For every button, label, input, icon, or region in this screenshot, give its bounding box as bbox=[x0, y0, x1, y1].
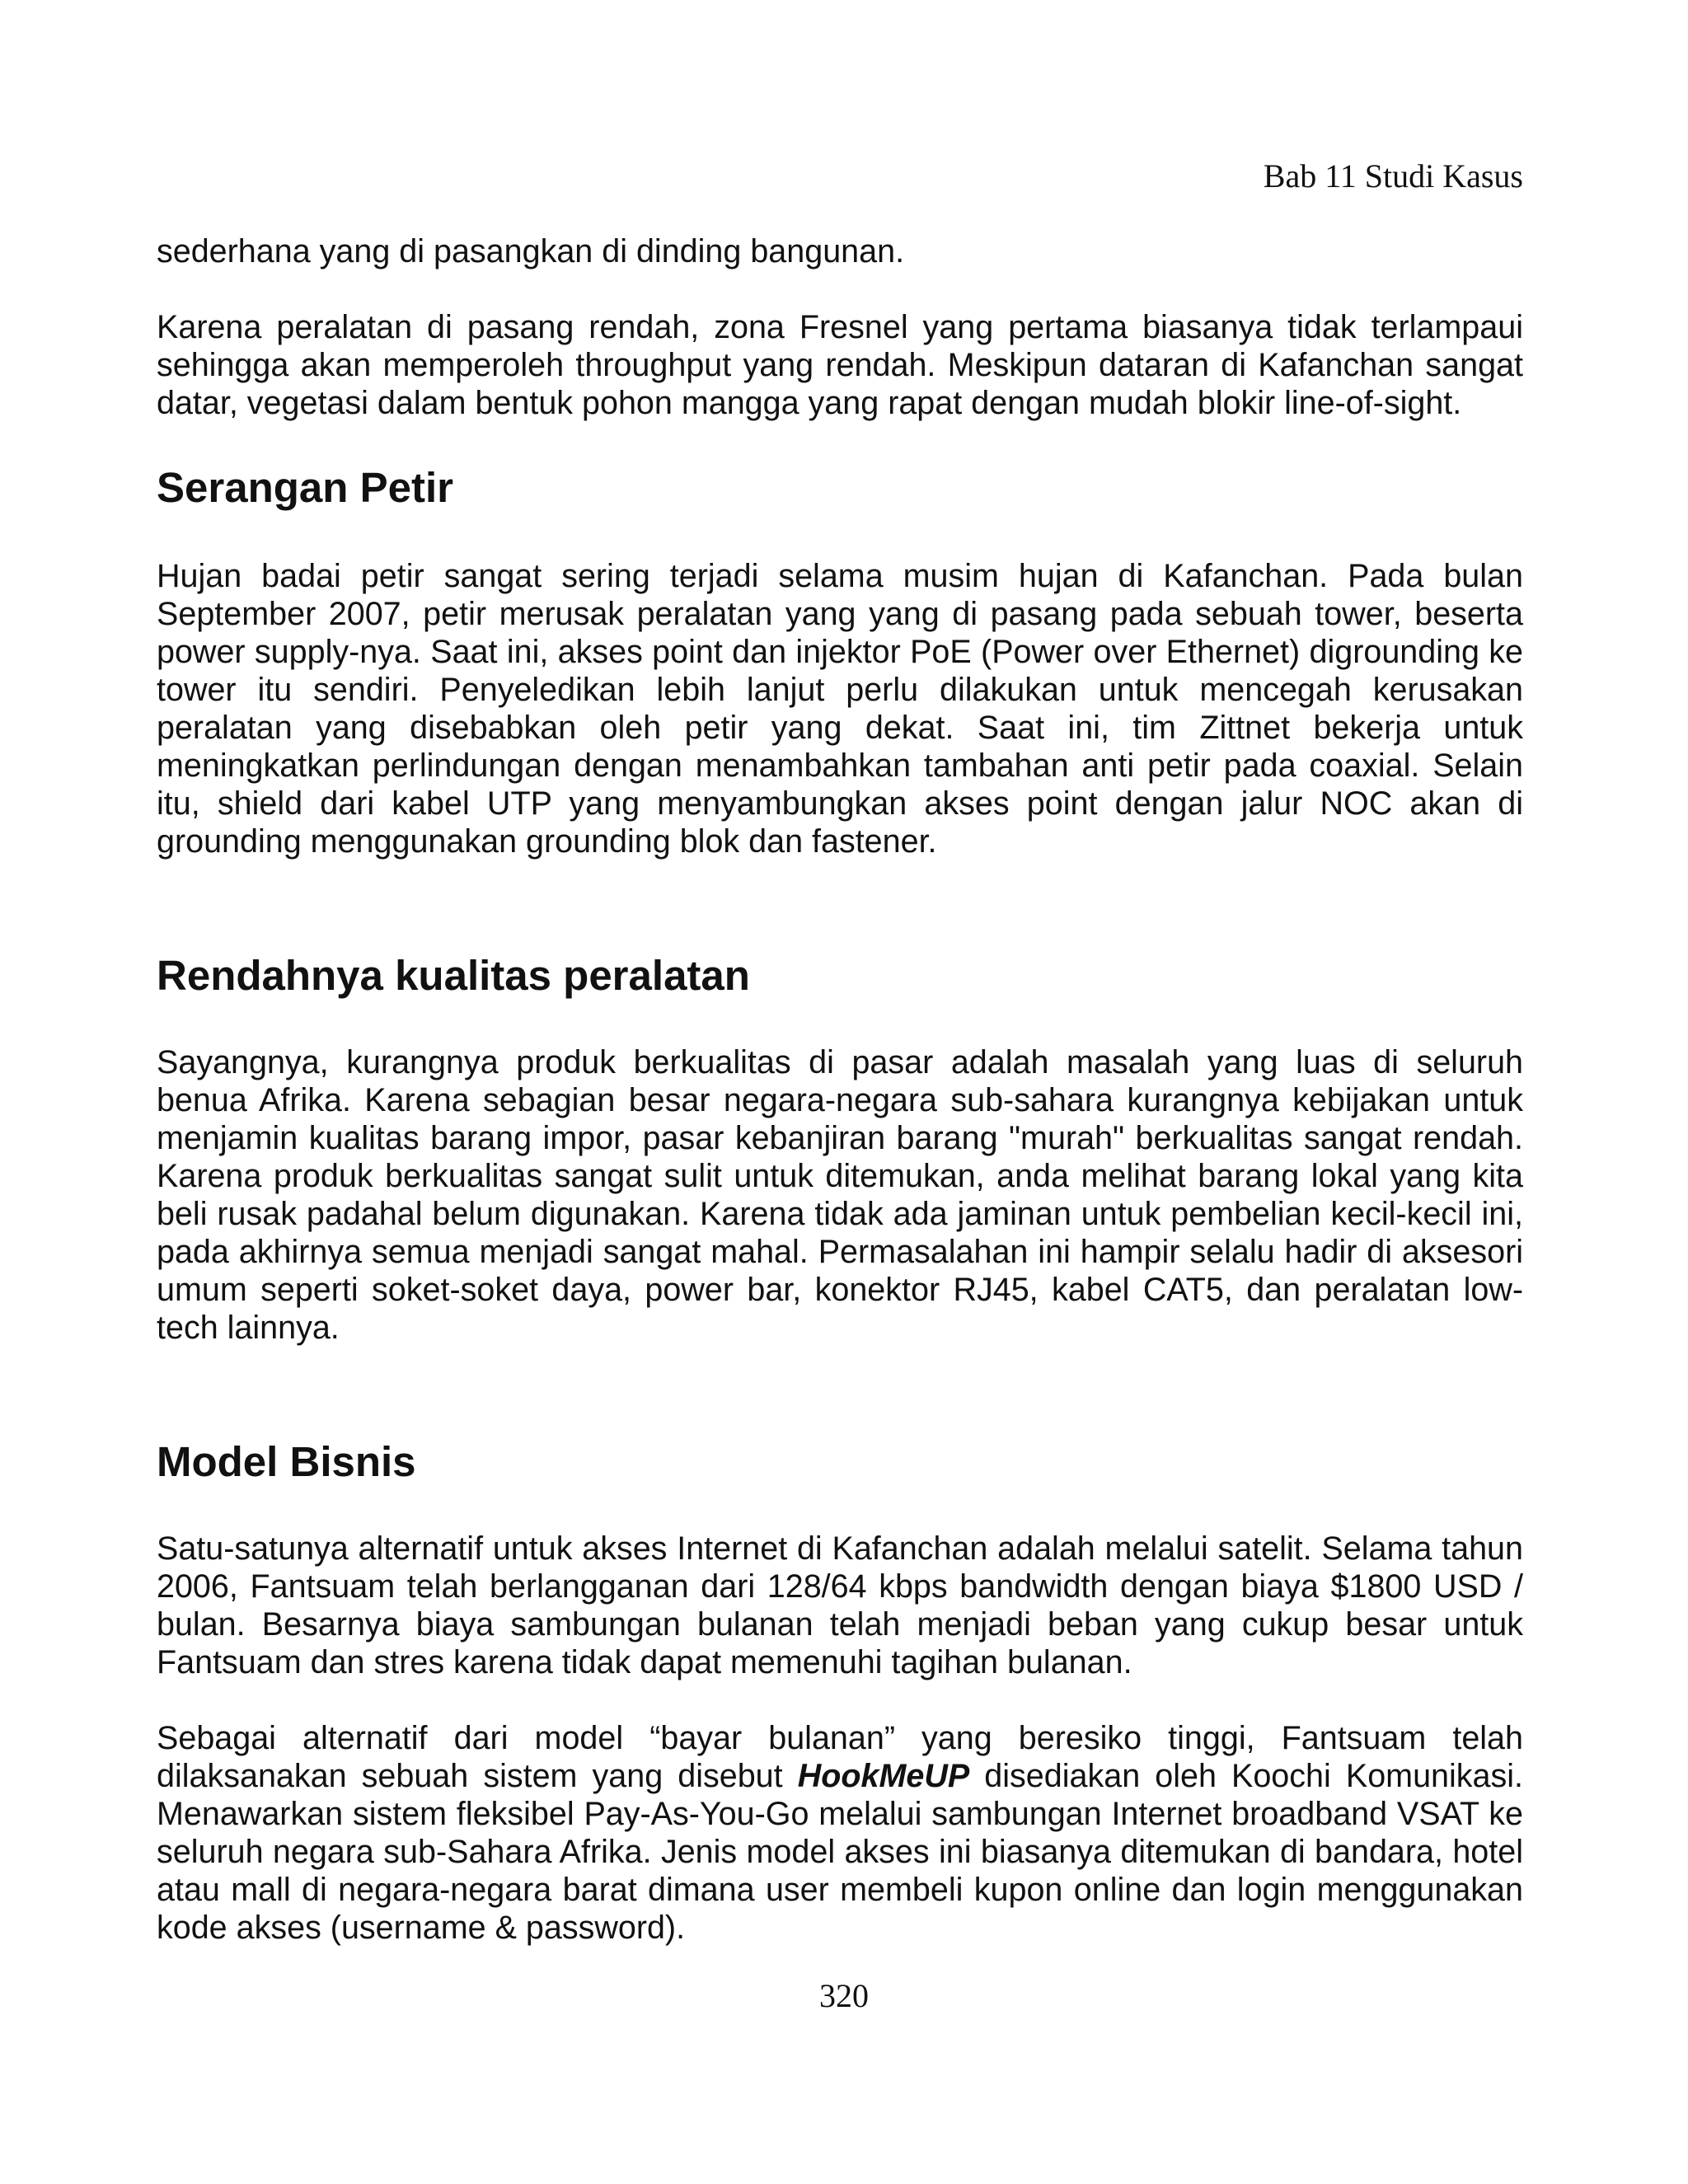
paragraph-model-bisnis-1: Satu-satunya alternatif untuk akses Internet di Kafanchan adalah melalui satelit. Selama tahun 2006, Fantsuam telah berlangganan dari 128/64 kbps bandwidth dengan biaya $1800 USD / bulan. Besarnya biaya sambungan bulanan telah menjadi beban yang cukup besar untuk Fantsuam dan stres karena tidak dapat memenuhi tagihan bulanan. bbox=[157, 1530, 1523, 1680]
paragraph-model-bisnis-2 bbox=[157, 1719, 1523, 1947]
paragraph-serangan-petir: Hujan badai petir sangat sering terjadi selama musim hujan di Kafanchan. Pada bulan September 2007, petir merusak peralatan yang yang di pasang pada sebuah tower, beserta power supply-nya. Saat ini, akses point dan injektor PoE (Power over Ethernet) digrounding ke tower itu sendiri. Penyeledikan lebih lanjut perlu dilakukan untuk mencegah kerusakan peralatan yang disebabkan oleh petir yang dekat. Saat ini, tim Zittnet bekerja untuk meningkatkan perlindungan dengan menambahkan tambahan anti petir pada coaxial. Selain itu, shield dari kabel UTP yang menyambungkan akses point dengan jalur NOC akan di grounding menggunakan grounding blok dan fastener. bbox=[157, 558, 1523, 860]
paragraph-fresnel: Karena peralatan di pasang rendah, zona Fresnel yang pertama biasanya tidak terlampaui sehingga akan memperoleh throughput yang rendah. Meskipun dataran di Kafanchan sangat datar, vegetasi dalam bentuk pohon mangga yang rapat dengan mudah blokir line-of-sight. bbox=[157, 309, 1523, 421]
paragraph-model-bisnis-2-start: Sebagai alternatif dari model “bayar bulanan” yang beresiko tinggi, Fantsuam telah dilaksanakan sebuah sistem yang disebut bbox=[157, 1720, 1523, 1794]
paragraph-model-bisnis-2-end: disediakan oleh Koochi Komunikasi. Menawarkan sistem fleksibel Pay-As-You-Go melalui sambungan Internet broadband VSAT ke seluruh negara sub-Sahara Afrika. Jenis model akses ini biasanya ditemukan di bandara, hotel atau mall di negara-negara barat dimana user membeli kupon online dan login menggunakan kode akses (username & password). bbox=[157, 1758, 1523, 1946]
heading-model-bisnis: Model Bisnis bbox=[157, 1438, 416, 1485]
hookmeup-emphasis: HookMeUP bbox=[797, 1758, 970, 1794]
paragraph-kualitas-peralatan: Sayangnya, kurangnya produk berkualitas di pasar adalah masalah yang luas di seluruh benua Afrika. Karena sebagian besar negara-negara sub-sahara kurangnya kebijakan untuk menjamin kualitas barang impor, pasar kebanjiran barang "murah" berkualitas sangat rendah. Karena produk berkualitas sangat sulit untuk ditemukan, anda melihat barang lokal yang kita beli rusak padahal belum digunakan. Karena tidak ada jaminan untuk pembelian kecil-kecil ini, pada akhirnya semua menjadi sangat mahal. Permasalahan ini hampir selalu hadir di aksesori umum seperti soket-soket daya, power bar, konektor RJ45, kabel CAT5, dan peralatan low-tech lainnya. bbox=[157, 1044, 1523, 1346]
page-number: 320 bbox=[819, 1977, 869, 2014]
paragraph-intro: sederhana yang di pasangkan di dinding bangunan. bbox=[157, 233, 905, 269]
heading-kualitas-peralatan: Rendahnya kualitas peralatan bbox=[157, 952, 750, 999]
page-content bbox=[157, 232, 1523, 1947]
running-header: Bab 11 Studi Kasus bbox=[1263, 157, 1523, 194]
heading-serangan-petir: Serangan Petir bbox=[157, 464, 453, 511]
